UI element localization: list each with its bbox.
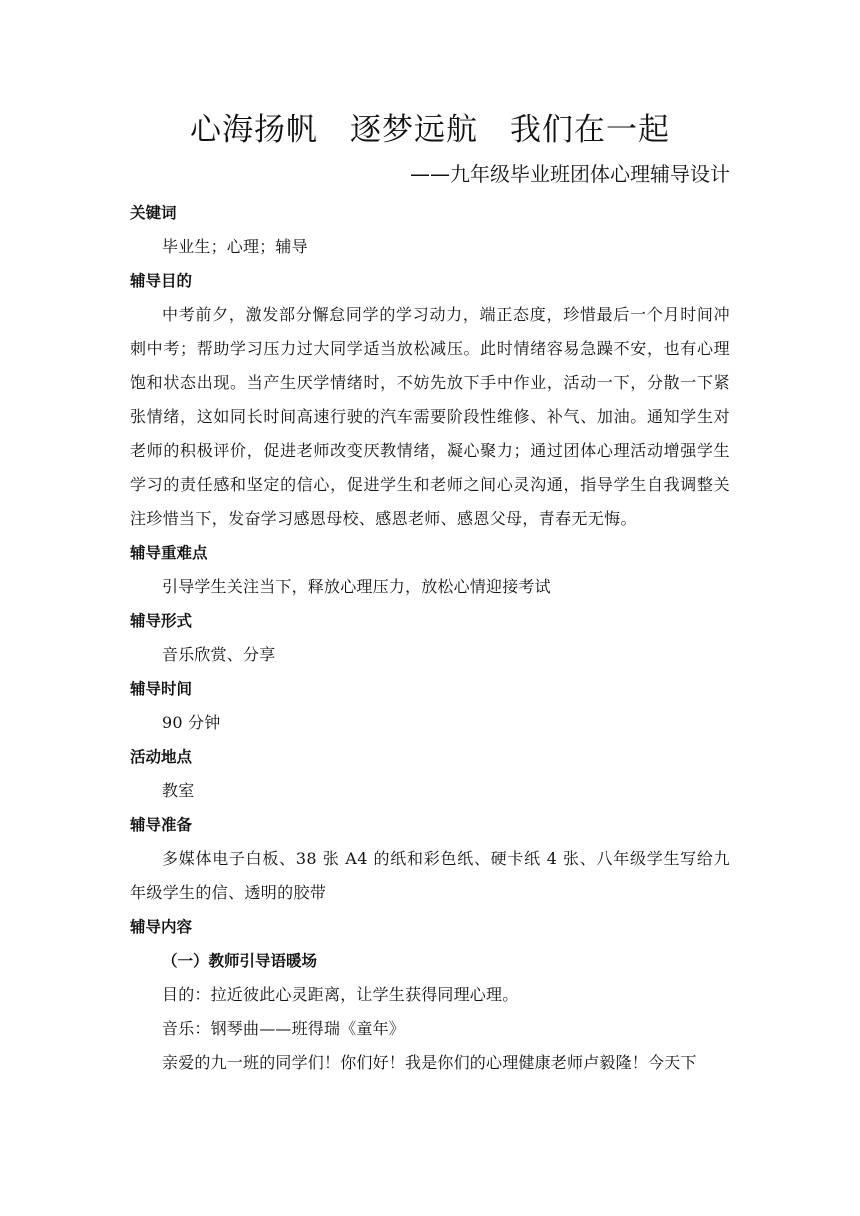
section-heading-key-points: 辅导重难点 — [130, 544, 208, 562]
section-heading-form: 辅导形式 — [130, 612, 193, 630]
section-text-form: 音乐欣赏、分享 — [162, 645, 276, 664]
document-body — [130, 196, 730, 1080]
content-music: 音乐：钢琴曲——班得瑞《童年》 — [162, 1019, 406, 1038]
content-sub-heading: （一）教师引导语暖场 — [162, 952, 318, 970]
content-speech: 亲爱的九一班的同学们！你们好！我是你们的心理健康老师卢毅隆！今天下 — [162, 1053, 697, 1072]
section-heading-time: 辅导时间 — [130, 680, 193, 698]
section-heading-keywords: 关键词 — [130, 204, 177, 222]
section-text-location: 教室 — [162, 781, 195, 800]
section-text-preparation: 多媒体电子白板、38 张 A4 的纸和彩色纸、硬卡纸 4 张、八年级学生写给九年级学生的信、透明的胶带 — [130, 849, 730, 902]
section-text-key-points: 引导学生关注当下，释放心理压力，放松心情迎接考试 — [162, 577, 551, 596]
section-heading-preparation: 辅导准备 — [130, 816, 193, 834]
page-title: 心海扬帆 逐梦远航 我们在一起 — [190, 112, 670, 148]
section-heading-location: 活动地点 — [130, 748, 193, 766]
section-text-time: 90 分钟 — [162, 713, 221, 732]
section-heading-content: 辅导内容 — [130, 918, 193, 936]
content-purpose: 目的：拉近彼此心灵距离，让学生获得同理心理。 — [162, 985, 519, 1004]
section-heading-goal: 辅导目的 — [130, 272, 193, 290]
page-subtitle: ——九年级毕业班团体心理辅导设计 — [410, 162, 730, 186]
section-text-keywords: 毕业生；心理；辅导 — [162, 237, 308, 256]
section-text-goal: 中考前夕，激发部分懈怠同学的学习动力，端正态度，珍惜最后一个月时间冲刺中考；帮助学习压力过大同学适当放松减压。此时情绪容易急躁不安，也有心理饱和状态出现。当产生厌学情绪时，不妨先放下手中作业，活动一下，分散一下紧张情绪，这如同长时间高速行驶的汽车需要阶段性维修、补气、加油。通知学生对老师的积极评价，促进老师改变厌教情绪，凝心聚力；通过团体心理活动增强学生学习的责任感和坚定的信心，促进学生和老师之间心灵沟通，指导学生自我调整关注珍惜当下，发奋学习感恩母校、感恩老师、感恩父母，青春无无悔。 — [130, 305, 730, 528]
